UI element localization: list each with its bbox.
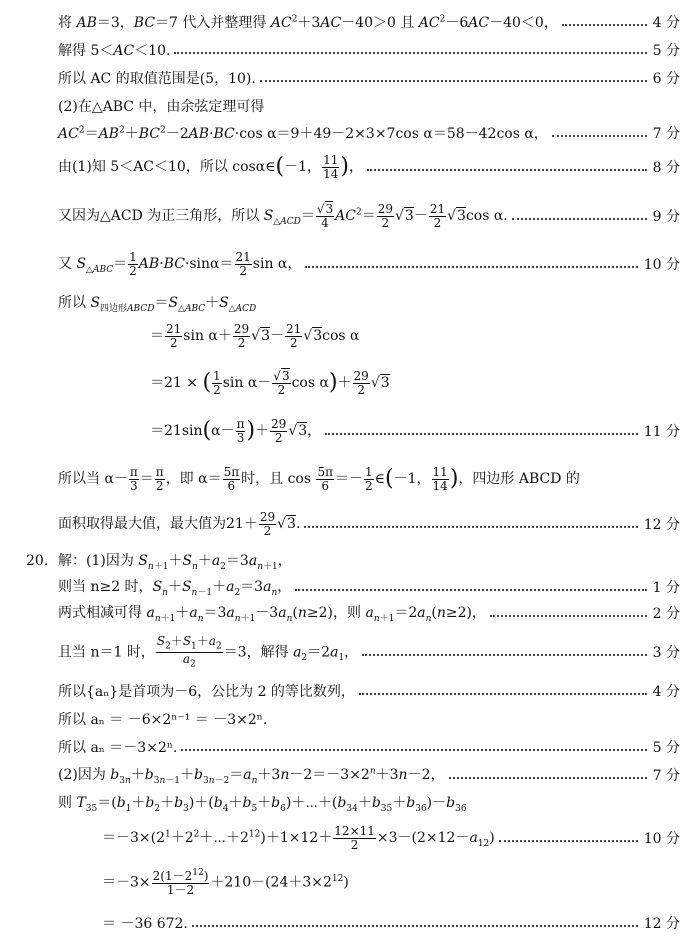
score-label: 7 分 (652, 768, 680, 784)
solution-line: 两式相减可得 $a_{n+1}+a_n=3a_{n+1}-3a_n(n\ge 2)$，则 $a_{n+1}=2a_n(n\ge 2)$， 2 分 (0, 600, 692, 626)
solution-line: 则当 n≥2 时，$S_n+S_{n-1}+a_2=3a_n$， 1 分 (0, 574, 692, 600)
score-label: 9 分 (652, 209, 680, 225)
score-label: 6 分 (652, 71, 680, 87)
solution-line: (2)因为 $b_{3n}+b_{3n-1}+b_{3n-2}=a_n+3n-2=-3\times 2^n+3n-2$， 7 分 (58, 766, 680, 786)
score-label: 7 分 (652, 126, 680, 142)
leader-dots (449, 777, 647, 779)
solution-line: 所以 aₙ ＝－3×2ⁿ. 5 分 (0, 734, 692, 760)
solution-line: 且当 n＝1 时， $\frac{S_2+S_1+a_2}{a_2}$ ＝3，解得 $a_2=2a_1$， 3 分 (58, 633, 680, 669)
solution-line: 由(1)知 5＜AC＜10，所以 cosα∈(－1， $\frac{11}{14}$ )， 8 分 (58, 152, 680, 181)
leader-dots (367, 169, 647, 171)
score-label: 11 分 (643, 424, 680, 440)
solution-line: $=-3\times(2^1+2^2+\cdots+2^{12})+1\times 12+$ $\frac{12\times 11}{2}$ $\times 3-(2\times 12-a_{12})$ 10 分 (102, 823, 680, 852)
leader-dots (499, 840, 638, 842)
solution-line: 所以{aₙ}是首项为－6，公比为 2 的等比数列， 4 分 (0, 678, 692, 704)
leader-dots (512, 218, 647, 220)
score-label: 2 分 (652, 606, 680, 622)
score-label: 1 分 (652, 580, 680, 596)
solution-line: ＝－3× $\frac{2(1-2^{12})}{1-2}$ $+210-(24+3\times 2^{12})$ (102, 868, 349, 897)
score-label: 8 分 (652, 160, 680, 176)
leader-dots (552, 135, 647, 137)
score-label: 4 分 (652, 684, 680, 700)
solution-line: ＝21sin(α－ $\frac{\pi}{3}$ )＋ $\frac{29}{2}$ √3， 11 分 (150, 416, 680, 445)
score-label: 10 分 (643, 831, 680, 847)
score-label: 12 分 (643, 517, 680, 533)
leader-dots (490, 615, 647, 617)
solution-line: 20. 解：(1)因为 $S_{n+1}+S_n+a_2=3a_{n+1}$， (26, 553, 292, 572)
solution-line: ＝ －36 672. 12 分 (0, 910, 692, 936)
score-label: 5 分 (652, 43, 680, 59)
score-label: 3 分 (652, 645, 680, 661)
solution-line: 所以 $S_{四边形ABCD}=S_{\triangle ABC}+S_{\triangle ACD}$ (58, 295, 257, 314)
solution-line: ＝21 × ( $\frac{1}{2}$ sin α－ $\frac{√3}{2}$ cos α)＋ $\frac{29}{2}$ √3 (150, 368, 390, 397)
score-label: 10 分 (643, 257, 680, 273)
solution-line: $AC^2=AB^2+BC^2-2AB\cdot BC\cdot\cos$ α＝9＋49－2×3×7cos α＝58－42cos α， 7 分 (0, 120, 692, 146)
solution-line: ＝ $\frac{21}{2}$ sin α＋ $\frac{29}{2}$ √3－ $\frac{21}{2}$ √3cos α (150, 321, 360, 350)
solution-line: 又因为△ACD 为正三角形，所以 $S_{\triangle ACD}=$ $\frac{√3}{4}$ $AC^2=$ $\frac{29}{2}$ √3－ $\frac{21}{2}$ √3cos α. 9 分 (58, 201, 680, 230)
solution-line: 则 $T_{35}=(b_1+b_2+b_3)+(b_4+b_5+b_6)+\cdots+(b_{34}+b_{35}+b_{36})-b_{36}$ (58, 795, 467, 814)
question-number: 20. (26, 553, 49, 569)
leader-dots (359, 693, 647, 695)
leader-dots (305, 266, 637, 268)
leader-dots (562, 24, 647, 26)
leader-dots (325, 433, 638, 435)
leader-dots (192, 925, 638, 927)
leader-dots (260, 80, 647, 82)
solution-line: 解得 5＜AC＜10. 5 分 (0, 38, 692, 62)
leader-dots (174, 52, 646, 54)
score-label: 5 分 (652, 740, 680, 756)
leader-dots (362, 654, 646, 656)
solution-line: 又 $S_{\triangle ABC}=$ $\frac{1}{2}$ AB·BC·sinα＝ $\frac{21}{2}$ sin α， 10 分 (58, 249, 680, 278)
leader-dots (304, 526, 637, 528)
solution-line: 所以当 α－ $\frac{\pi}{3}$ ＝ $\frac{\pi}{2}$ ，即 α＝ $\frac{5\pi}{6}$ 时，且 cos $\frac{5\pi}{6}$ ＝－ $\frac{1}{2}$ ∈(－1， $\frac{11}{14}$ )，四边形 ABCD 的 (58, 464, 580, 493)
solution-line: 面积取得最大值，最大值为21＋ $\frac{29}{2}$ √3. 12 分 (58, 509, 680, 538)
solution-line: (2)在△ABC 中，由余弦定理可得 (58, 99, 265, 115)
leader-dots (295, 589, 646, 591)
score-label: 4 分 (652, 15, 680, 31)
leader-dots (181, 749, 646, 751)
score-label: 12 分 (643, 916, 680, 932)
solution-line: 所以 AC 的取值范围是(5，10). 6 分 (0, 66, 692, 90)
solution-line: 所以 aₙ ＝ －6×2ⁿ⁻¹ ＝ －3×2ⁿ. (58, 712, 268, 728)
solution-line: 将 AB＝3，BC＝7 代入并整理得 $AC^2+3AC-40>0$ 且 $AC^2-6AC-40<0$， 4 分 (0, 10, 692, 34)
